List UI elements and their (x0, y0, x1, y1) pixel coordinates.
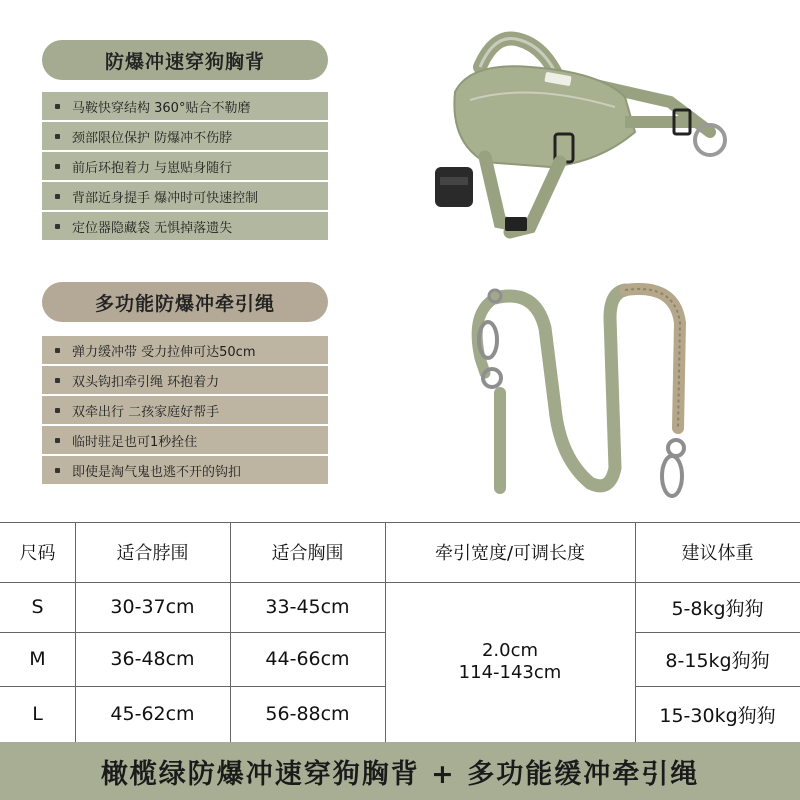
row-s-chest: 33-45cm (265, 596, 350, 618)
row-m-weight: 8-15kg狗狗 (665, 649, 770, 672)
row-l-size: L (32, 703, 43, 725)
row-s-neck: 30-37cm (110, 596, 195, 618)
harness-feature-4: 背部近身提手 爆冲时可快速控制 (42, 182, 328, 210)
harness-feature-1: 马鞍快穿结构 360°贴合不勒磨 (42, 92, 328, 120)
harness-product-image (410, 22, 750, 252)
row-l-neck: 45-62cm (110, 703, 195, 725)
harness-title: 防爆冲速穿狗胸背 (42, 40, 328, 80)
harness-feature-5: 定位器隐藏袋 无惧掉落遗失 (42, 212, 328, 240)
header-neck: 适合脖围 (116, 543, 189, 564)
harness-feature-2: 颈部限位保护 防爆冲不伤脖 (42, 122, 328, 150)
row-m-size: M (29, 648, 46, 670)
header-weight: 建议体重 (681, 543, 754, 564)
harness-feature-3: 前后环抱着力 与崽贴身随行 (42, 152, 328, 180)
leash-feature-3: 双牵出行 二孩家庭好帮手 (42, 396, 328, 424)
leash-title: 多功能防爆冲牵引绳 (42, 282, 328, 322)
row-l-chest: 56-88cm (265, 703, 350, 725)
row-m-neck: 36-48cm (110, 648, 195, 670)
leash-feature-5: 即使是淘气鬼也逃不开的钩扣 (42, 456, 328, 484)
row-l-weight: 15-30kg狗狗 (659, 704, 776, 727)
size-table (0, 522, 800, 742)
leash-feature-1: 弹力缓冲带 受力拉伸可达50cm (42, 336, 328, 364)
row-s-weight: 5-8kg狗狗 (671, 597, 764, 620)
leash-feature-2: 双头钩扣牵引绳 环抱着力 (42, 366, 328, 394)
header-size: 尺码 (19, 543, 56, 564)
leash-length: 114-143cm (458, 662, 562, 683)
row-m-chest: 44-66cm (265, 648, 350, 670)
footer-banner: 橄榄绿防爆冲速穿狗胸背 + 多功能缓冲牵引绳 (0, 742, 800, 800)
leash-feature-4: 临时驻足也可1秒拴住 (42, 426, 328, 454)
leash-spec-cell (385, 582, 635, 742)
leash-product-image (440, 278, 740, 508)
leash-width: 2.0cm (481, 640, 539, 661)
header-leash: 牵引宽度/可调长度 (434, 543, 586, 564)
row-s-size: S (31, 596, 44, 618)
header-chest: 适合胸围 (271, 543, 344, 564)
